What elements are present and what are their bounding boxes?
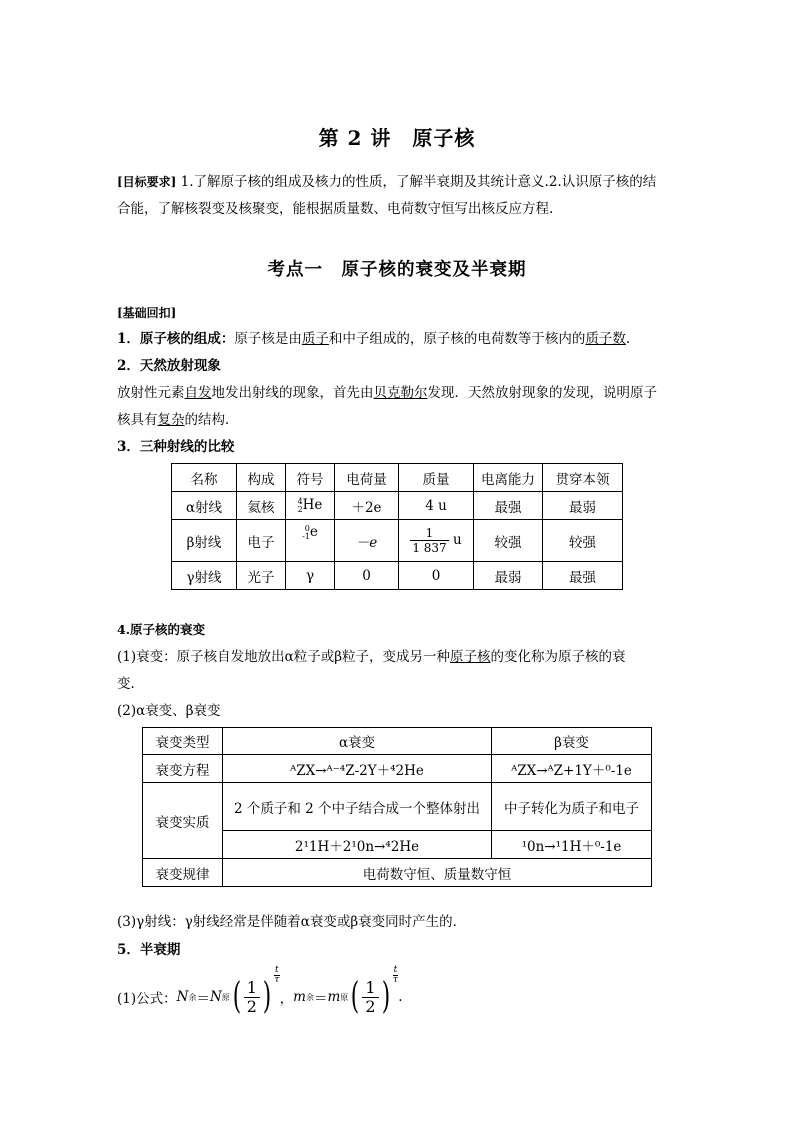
m-original-sub: 原 xyxy=(340,992,349,1002)
symbol-mass-number: 4 xyxy=(297,496,303,506)
n-original-sub: 原 xyxy=(221,992,230,1002)
mass-fraction xyxy=(410,526,448,555)
exp-numerator: t xyxy=(275,965,279,975)
ray-mass: 0 xyxy=(399,562,474,590)
header-cell: 电离能力 xyxy=(474,464,543,492)
rays-table xyxy=(171,463,623,590)
ray-pen: 较强 xyxy=(543,520,623,562)
item-4-text-a: (1)衰变：原子核自发地放出α粒子或β粒子，变成另一种 xyxy=(117,649,451,665)
header-cell: 符号 xyxy=(286,464,335,492)
half-life-formula: (1)公式： N 余 ＝ N 原 ( $\frac{1}{2}$ ) $\frac{t}{\tau}$ ， m 余 ＝ m 原 ( $\frac{1}{2}$ ) $\frac{t}{\tau}$ . xyxy=(117,965,403,1017)
half-denominator-2: 2 xyxy=(365,996,376,1016)
decay-col-type: 衰变类型 xyxy=(143,728,223,755)
item-4-blank-1: 原子核 xyxy=(450,649,491,665)
item-4-text-c: 的变化称为原子核的衰 xyxy=(490,649,626,665)
beta-essence: 中子转化为质子和电子 xyxy=(492,783,652,831)
symbol-mass-number: 0 xyxy=(304,523,310,533)
decay-row-law: 衰变规律 xyxy=(143,859,223,887)
item-2-text-h: 的结构． xyxy=(184,412,239,428)
item-1-text-a: 原子核是由 xyxy=(234,331,302,347)
exp-denominator-2: τ xyxy=(392,975,398,985)
n-original: N xyxy=(209,989,222,1005)
decay-law: 电荷数守恒、质量数守恒 xyxy=(223,859,652,887)
item-2-blank-2: 贝克勒尔 xyxy=(373,385,428,401)
ray-name: γ射线 xyxy=(172,562,237,590)
table-row xyxy=(143,755,652,783)
objectives-tag: [目标要求] xyxy=(117,175,177,189)
alpha-equation: ᴬZX→ᴬ⁻⁴Z-2Y＋⁴2He xyxy=(223,755,492,783)
ray-charge xyxy=(335,520,399,562)
item-5-label: 5．半衰期 xyxy=(117,942,181,958)
m-original: m xyxy=(327,989,341,1005)
item-1-label: 1．原子核的组成： xyxy=(117,331,235,347)
item-4-label: 4.原子核的衰变 xyxy=(117,622,206,637)
alpha-essence: 2 个质子和 2 个中子结合成一个整体射出 xyxy=(223,783,492,831)
objectives-line-2: 合能，了解核裂变及核聚变，能根据质量数、电荷数守恒写出核反应方程. xyxy=(117,201,554,217)
ray-charge xyxy=(335,492,399,520)
exp-numerator-2: t xyxy=(393,965,398,975)
formula-label: (1)公式： xyxy=(117,991,177,1007)
item-4-p1 xyxy=(117,647,626,667)
item-2-line-1 xyxy=(117,383,657,403)
ray-ion: 较强 xyxy=(474,520,543,562)
symbol-text: He xyxy=(302,497,323,514)
beta-equation-2: ¹0n→¹1H＋⁰-1e xyxy=(492,831,652,859)
item-1 xyxy=(117,329,630,349)
objectives-text-1: 1.了解原子核的组成及核力的性质，了解半衰期及其统计意义.2.认识原子核的结 xyxy=(180,174,657,190)
n-remaining-sub: 余 xyxy=(188,992,197,1002)
item-2-text-f: 核具有 xyxy=(117,412,158,428)
half-numerator-2: 1 xyxy=(362,979,378,998)
exp-denominator: τ xyxy=(274,975,280,985)
mass-numerator: 1 xyxy=(410,526,448,541)
n-remaining: N xyxy=(176,989,189,1005)
decay-row-eq: 衰变方程 xyxy=(143,755,223,783)
ray-pen: 最强 xyxy=(543,562,623,590)
ray-symbol xyxy=(286,520,335,562)
ray-comp: 氦核 xyxy=(237,492,286,520)
half-denominator: 2 xyxy=(246,996,257,1016)
decay-table xyxy=(142,727,652,887)
table-row xyxy=(143,859,652,887)
section-heading: 考点一 原子核的衰变及半衰期 xyxy=(267,260,527,280)
ray-mass: 4 u xyxy=(399,492,474,520)
item-2-blank-3: 复杂 xyxy=(157,412,185,428)
item-2-label: 2．天然放射现象 xyxy=(117,358,221,374)
paren-open: ( xyxy=(232,976,241,1017)
symbol-charge-number: -1 xyxy=(302,531,310,541)
item-2-text-e: 发现．天然放射现象的发现，说明原子 xyxy=(427,385,657,401)
paren-close-2: ) xyxy=(381,976,390,1017)
symbol-charge-number: 2 xyxy=(297,504,303,514)
ray-name: β射线 xyxy=(172,520,237,562)
beta-equation: ᴬZX→ᴬZ+1Y＋⁰-1e xyxy=(492,755,652,783)
decay-col-alpha: α衰变 xyxy=(223,728,492,755)
item-1-text-e: . xyxy=(625,331,631,347)
table-row xyxy=(143,728,652,755)
ray-comp: 光子 xyxy=(237,562,286,590)
item-1-blank-1: 质子 xyxy=(301,331,329,347)
ray-ion: 最强 xyxy=(474,492,543,520)
item-2-text-a: 放射性元素 xyxy=(117,385,185,401)
item-2-line-2 xyxy=(117,410,239,430)
table-row xyxy=(143,783,652,831)
item-4-p1-cont: 变． xyxy=(117,676,144,692)
table-row xyxy=(172,492,623,520)
m-remaining: m xyxy=(293,989,306,1005)
ray-pen: 最弱 xyxy=(543,492,623,520)
ray-symbol: γ xyxy=(286,562,335,590)
decay-row-essence: 衰变实质 xyxy=(143,783,223,859)
mass-unit: u xyxy=(452,532,462,548)
header-cell: 构成 xyxy=(237,464,286,492)
rays-table-header xyxy=(172,464,623,492)
ray-name: α射线 xyxy=(172,492,237,520)
symbol-text: e xyxy=(309,524,318,540)
paren-close: ) xyxy=(262,976,272,1017)
exponent-2 xyxy=(393,966,399,985)
half-numerator: 1 xyxy=(244,979,260,998)
mass-denominator: 1 837 xyxy=(412,541,447,555)
item-1-text-c: 和中子组成的，原子核的电荷数等于核内的 xyxy=(328,331,586,347)
header-cell: 贯穿本领 xyxy=(543,464,623,492)
header-cell: 质量 xyxy=(399,464,474,492)
page-title: 第 2 讲 原子核 xyxy=(318,126,476,150)
table-row xyxy=(172,562,623,590)
item-4-p2: (2)α衰变、β衰变 xyxy=(117,703,221,719)
review-tag: [基础回扣] xyxy=(117,306,177,320)
item-2-blank-1: 自发 xyxy=(184,385,212,401)
m-remaining-sub: 余 xyxy=(305,992,314,1002)
ray-charge: 0 xyxy=(335,562,399,590)
header-cell: 名称 xyxy=(172,464,237,492)
item-4-p3: (3)γ射线：γ射线经常是伴随着α衰变或β衰变同时产生的． xyxy=(117,914,467,930)
charge-text: －e xyxy=(355,534,378,551)
alpha-equation-2: 2¹1H＋2¹0n→⁴2He xyxy=(223,831,492,859)
ray-comp: 电子 xyxy=(237,520,286,562)
item-1-blank-2: 质子数 xyxy=(585,331,626,347)
ray-mass xyxy=(399,520,474,562)
item-2-text-c: 地发出射线的现象，首先由 xyxy=(211,385,374,401)
header-cell: 电荷量 xyxy=(335,464,399,492)
charge-text: ＋2e xyxy=(351,499,382,516)
exponent xyxy=(274,966,280,985)
item-3-label: 3．三种射线的比较 xyxy=(117,439,235,455)
ray-ion: 最弱 xyxy=(474,562,543,590)
half-fraction-2 xyxy=(362,979,378,1016)
half-fraction xyxy=(244,979,260,1016)
table-row xyxy=(172,520,623,562)
objectives-line-1 xyxy=(117,172,656,192)
paren-open-2: ( xyxy=(351,976,360,1017)
ray-symbol xyxy=(286,492,335,520)
decay-col-beta: β衰变 xyxy=(492,728,652,755)
